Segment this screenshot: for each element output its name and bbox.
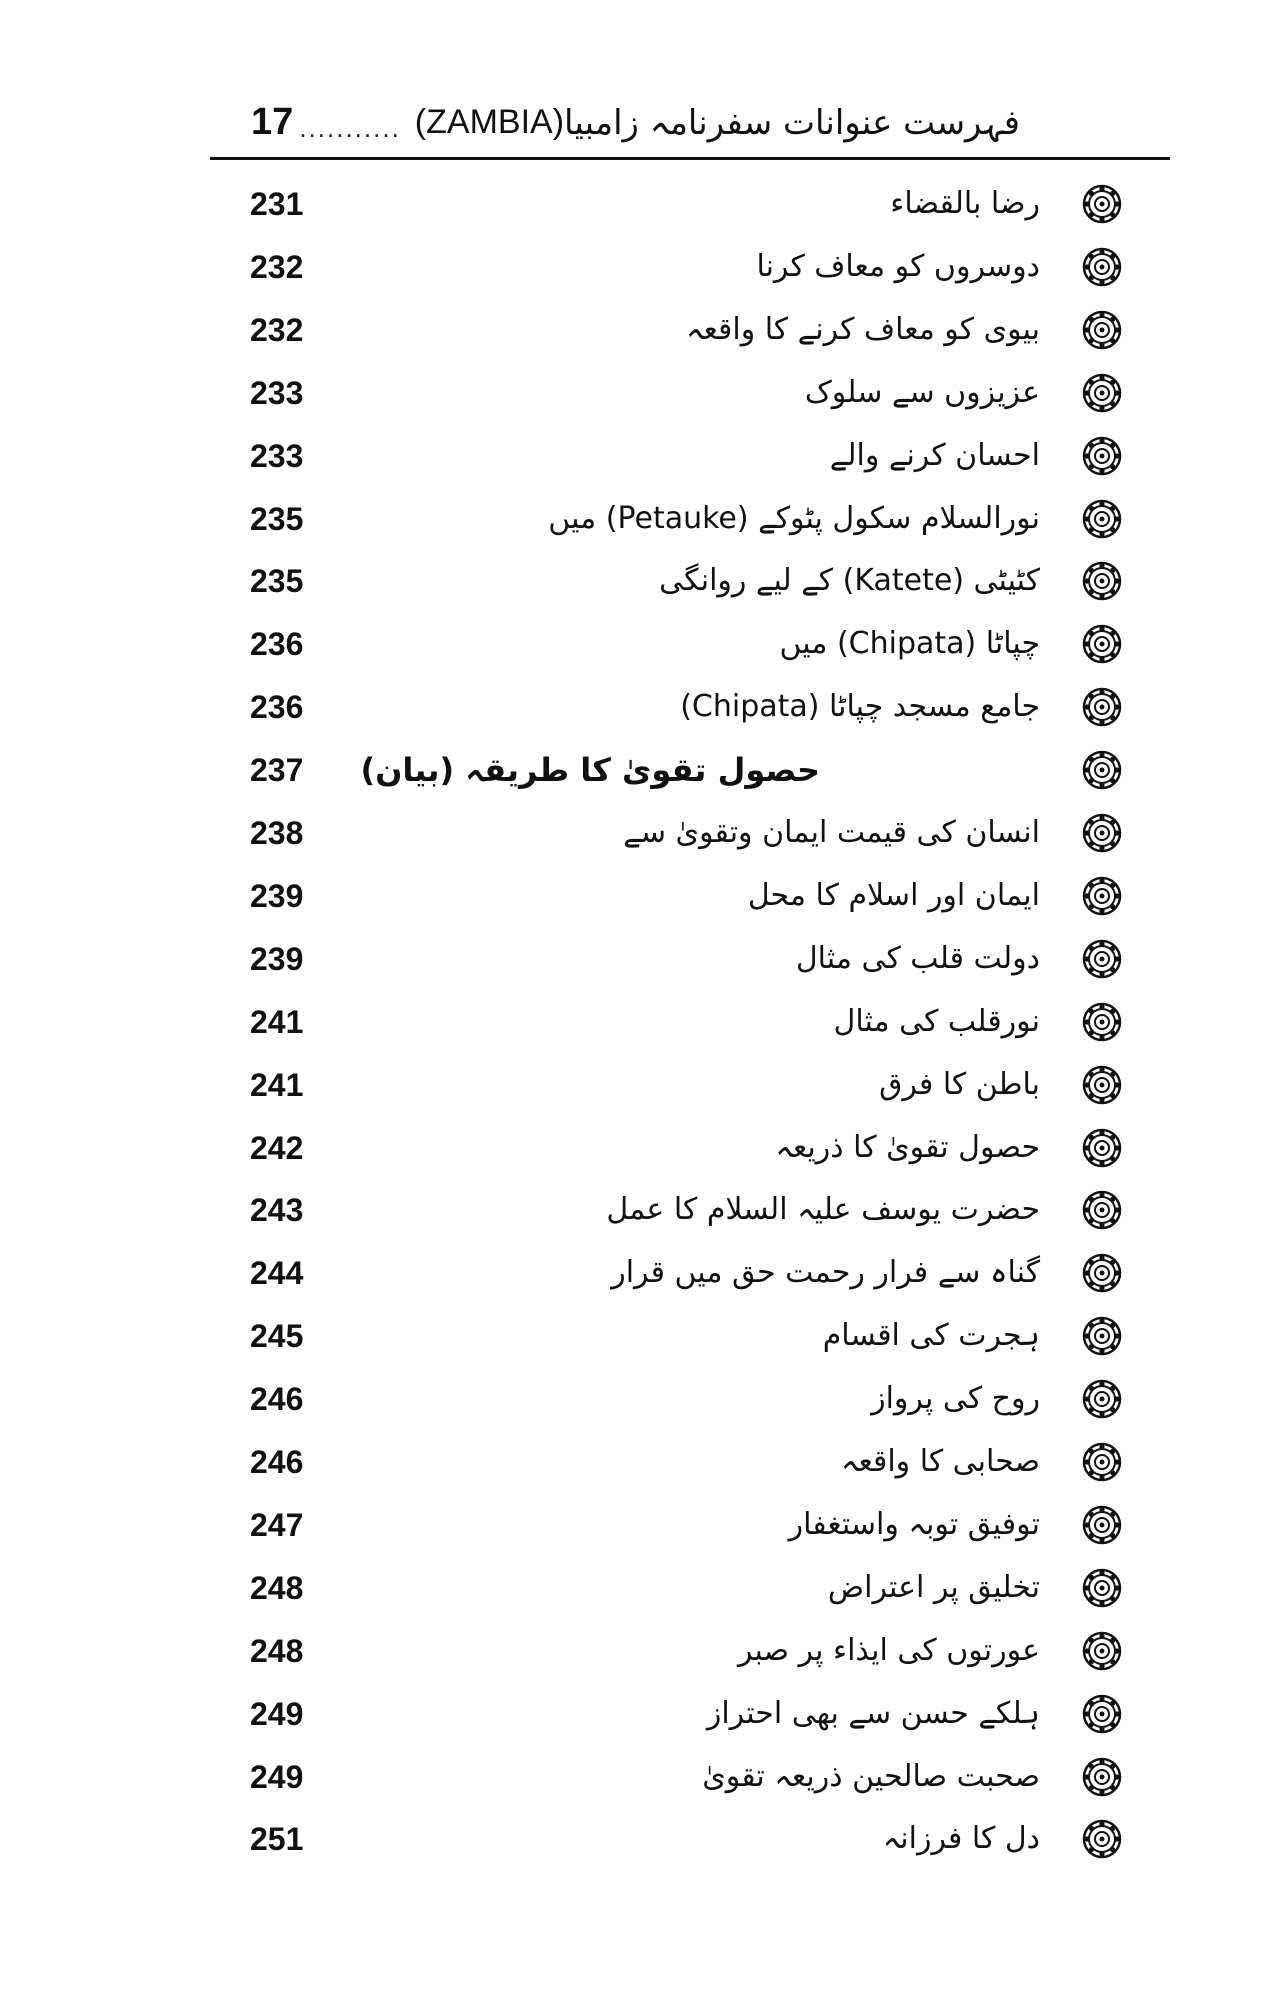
flower-bullet-icon [1082,247,1122,287]
toc-page-number: 244 [250,1255,304,1292]
toc-page-number: 246 [250,1381,304,1418]
toc-page-number: 241 [250,1003,304,1040]
flower-bullet-icon [1082,1316,1122,1356]
toc-entry-title: صحبت صالحین ذریعہ تقویٰ [702,1758,1040,1794]
toc-entry [240,365,1140,421]
flower-bullet-icon [1082,1379,1122,1419]
toc-entry-title: جامع مسجد چپاٹا (Chipata) [680,689,1040,725]
toc-entry [240,1749,1140,1805]
toc-entry [240,1245,1140,1301]
toc-page-number: 235 [250,500,304,537]
toc-entry-title: انسان کی قیمت ایمان وتقویٰ سے [623,815,1040,850]
flower-bullet-icon [1082,876,1122,916]
toc-entry-title: دوسروں کو معاف کرنا [756,248,1040,284]
toc-page-number: 249 [250,1695,304,1732]
toc-entry [240,1623,1140,1679]
flower-bullet-icon [1082,939,1122,979]
toc-entry-title: باطن کا فرق [879,1066,1040,1102]
toc-entry-title: چپاٹا (Chipata) میں [779,626,1040,662]
flower-bullet-icon [1082,1568,1122,1608]
toc-entry [240,176,1140,232]
toc-entry-title: ایمان اور اسلام کا محل [747,877,1040,913]
toc-entry-title: ہلکے حسن سے بھی احتراز [706,1695,1040,1731]
flower-bullet-icon [1082,310,1122,350]
toc-entry-title: کٹیٹی (Katete) کے لیے روانگی [659,563,1040,599]
toc-entry-title: حضرت یوسف علیہ السلام کا عمل [606,1192,1040,1228]
header-title-urdu: فہرست عنوانات سفرنامہ زامبیا [564,102,1020,143]
toc-entry-title: روح کی پرواز [871,1381,1040,1417]
flower-bullet-icon [1082,1694,1122,1734]
toc-entry-title: توفیق توبہ واستغفار [788,1506,1040,1542]
toc-entry [240,616,1140,672]
header-leader-dots: ........... [299,112,401,143]
toc-entry [240,302,1140,358]
toc-section-heading: حصول تقویٰ کا طریقہ (بیان) [360,751,820,790]
toc-entry [240,1811,1140,1867]
toc-page-number: 233 [250,374,304,411]
header-title-latin: (ZAMBIA) [414,102,565,141]
toc-entry [240,742,1140,798]
toc-entry-title: دولت قلب کی مثال [795,940,1040,976]
toc-entry [240,1308,1140,1364]
flower-bullet-icon [1082,1505,1122,1545]
toc-entry [240,679,1140,735]
flower-bullet-icon [1082,813,1122,853]
toc-page-number: 238 [250,815,304,851]
toc-entry [240,1434,1140,1490]
flower-bullet-icon [1082,436,1122,476]
flower-bullet-icon [1082,1065,1122,1105]
toc-entry-title: گناہ سے فرار رحمت حق میں قرار [611,1255,1040,1291]
toc-page-number: 235 [250,563,304,600]
flower-bullet-icon [1082,1002,1122,1042]
toc-page-number: 249 [250,1758,304,1795]
toc-entry-title: دل کا فرزانہ [882,1821,1040,1857]
toc-entry [240,805,1140,861]
toc-entry [240,491,1140,547]
toc-entry-title: ہجرت کی اقسام [822,1318,1040,1354]
flower-bullet-icon [1082,1819,1122,1859]
toc-entry [240,1182,1140,1238]
flower-bullet-icon [1082,1128,1122,1168]
toc-entry-title: تخلیق پر اعتراض [827,1569,1040,1605]
page-number: 17 [251,100,294,143]
toc-page-number: 232 [250,248,304,285]
toc-entry-title: صحابی کا واقعہ [840,1444,1040,1479]
toc-page-number: 233 [250,437,304,474]
flower-bullet-icon [1082,1442,1122,1482]
toc-page-number: 236 [250,626,304,663]
toc-page-number: 248 [250,1632,304,1669]
flower-bullet-icon [1082,1757,1122,1797]
toc-entry-title: حصول تقویٰ کا ذریعہ [775,1129,1040,1165]
toc-page-number: 232 [250,311,304,348]
toc-entry [240,428,1140,484]
toc-entry-title: عزیزوں سے سلوک [804,374,1040,410]
toc-entry-title: بیوی کو معاف کرنے کا واقعہ [685,311,1040,347]
toc-entry [240,1497,1140,1553]
toc-entry [240,994,1140,1050]
toc-entry-title: نورقلب کی مثال [833,1003,1040,1039]
toc-page-number: 251 [250,1821,304,1858]
toc-page-number: 245 [250,1318,304,1355]
flower-bullet-icon [1082,1253,1122,1293]
toc-page-number: 231 [250,186,304,222]
toc-entry [240,239,1140,295]
flower-bullet-icon [1082,373,1122,413]
toc-entry-title: نورالسلام سکول پٹوکے (Petauke) میں [548,500,1040,536]
toc-page-number: 243 [250,1192,304,1229]
toc-page-number: 247 [250,1506,304,1543]
toc-entry [240,553,1140,609]
toc-page-number: 242 [250,1129,304,1166]
toc-page-number: 239 [250,940,304,977]
toc-entry [240,1560,1140,1616]
flower-bullet-icon [1082,1631,1122,1671]
flower-bullet-icon [1082,1190,1122,1230]
toc-entry [240,1371,1140,1427]
toc-page-number: 236 [250,689,304,726]
toc-entry-title: عورتوں کی ایذاء پر صبر [737,1632,1040,1668]
flower-bullet-icon [1082,624,1122,664]
flower-bullet-icon [1082,561,1122,601]
toc-entry [240,931,1140,987]
toc-entry [240,868,1140,924]
flower-bullet-icon [1082,687,1122,727]
toc-entry [240,1120,1140,1176]
flower-bullet-icon [1082,499,1122,539]
flower-bullet-icon [1082,750,1122,790]
toc-page-number: 237 [250,752,304,789]
toc-page-number: 239 [250,877,304,914]
toc-entry-title: رضا بالقضاء [890,186,1040,221]
toc-page-number: 246 [250,1444,304,1480]
flower-bullet-icon [1082,184,1122,224]
toc-entry [240,1686,1140,1742]
toc-entry-title: احسان کرنے والے [829,437,1040,473]
toc-entry [240,1057,1140,1113]
toc-page-number: 241 [250,1066,304,1103]
toc-page-number: 248 [250,1569,304,1606]
